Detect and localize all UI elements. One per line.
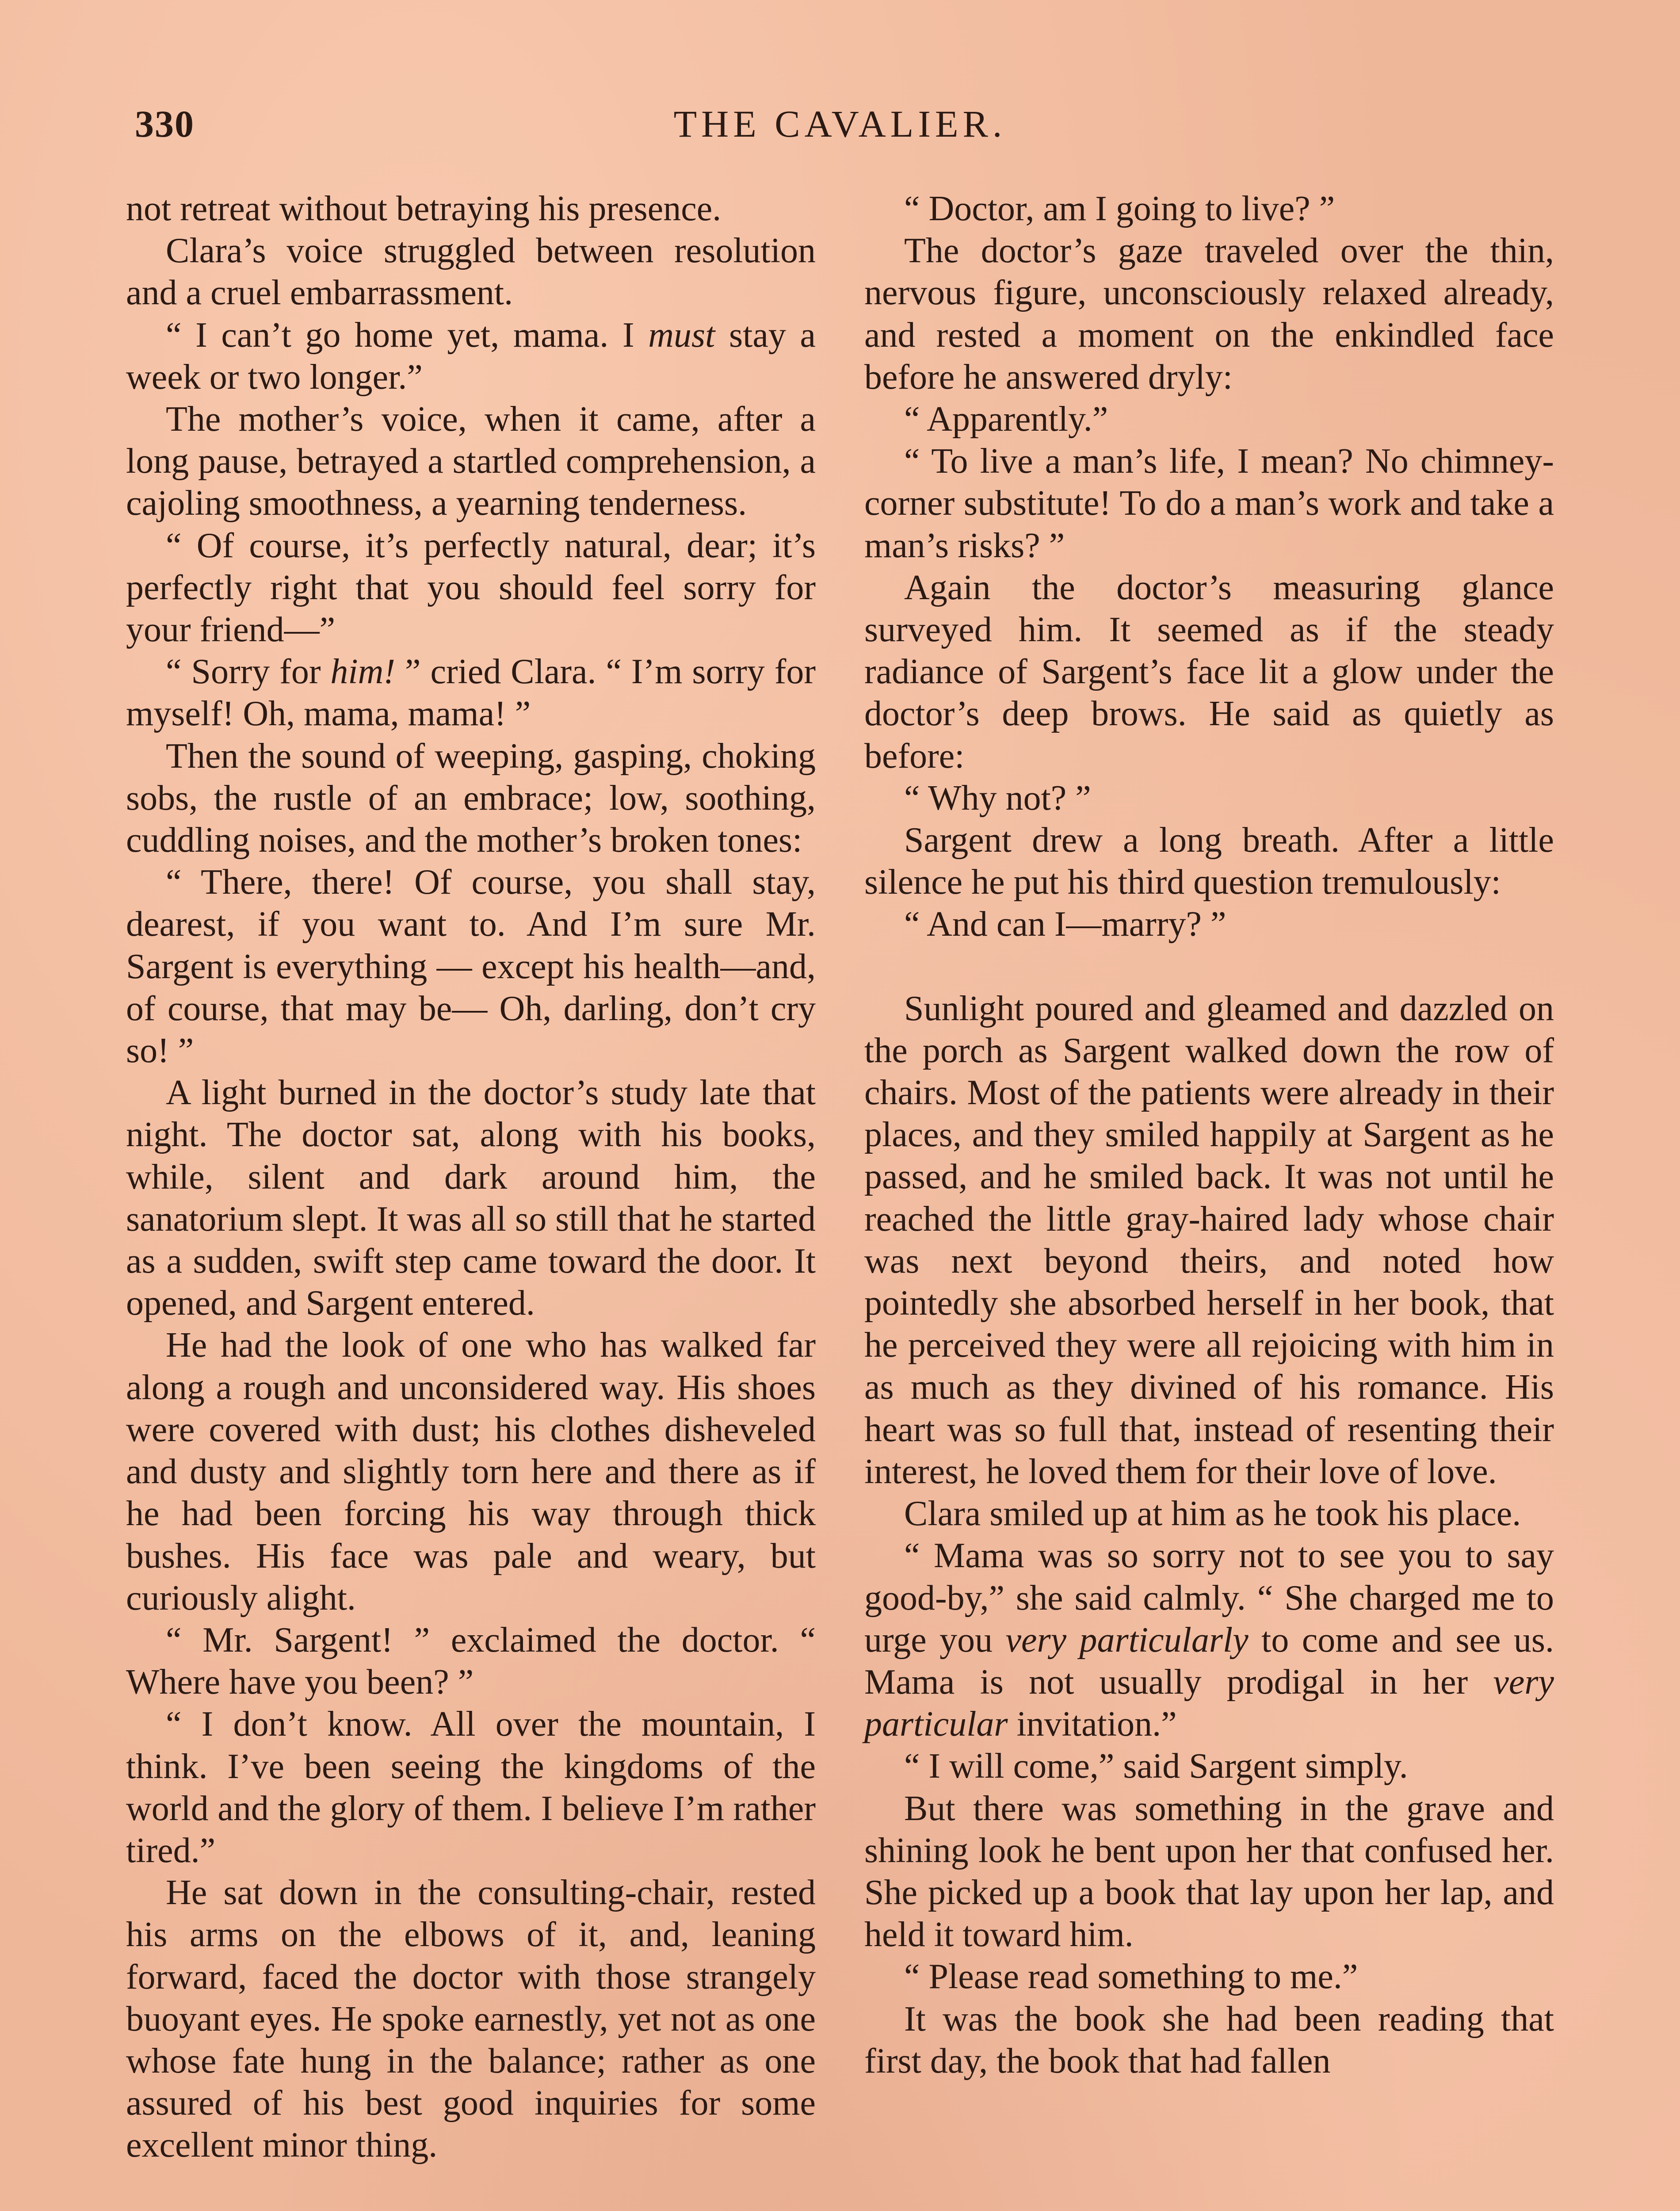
paragraph: Clara smiled up at him as he took his place. (904, 1494, 1521, 1534)
paragraph: “ Of course, it’s perfectly natural, dear; it’s perfectly right that you should feel sorry for your friend—” (126, 526, 816, 650)
paragraph: “ I will come,” said Sargent simply. (904, 1747, 1408, 1786)
paragraph: “ Doctor, am I going to live? ” (904, 189, 1335, 228)
page-number: 330 (135, 103, 195, 145)
paragraph: Clara’s voice struggled between resolution and a cruel embarrassment. (126, 231, 816, 313)
running-title: THE CAVALIER. (673, 103, 1007, 145)
paragraph: “ To live a man’s life, I mean? No chimney-corner substitute! To do a man’s work and take a man’s risks? ” (864, 442, 1554, 565)
paragraph: It was the book she had been reading that first day, the book that had fallen (864, 1999, 1554, 2081)
paragraph: “ And can I—marry? ” (904, 905, 1226, 944)
paragraph: “ Why not? ” (904, 778, 1091, 818)
paragraph: “ Sorry for him! ” cried Clara. “ I’m sorry for myself! Oh, mama, mama! ” (126, 652, 816, 734)
paragraph: A light burned in the doctor’s study late that night. The doctor sat, along with his books, while, silent and dark around him, the sanatorium slept. It was all so still that he started as a sudden, swift step came toward the door. It opened, and Sargent entered. (126, 1073, 816, 1323)
paragraph: “ Mama was so sorry not to see you to say good-by,” she said calmly. “ She charged me to urge you very particularly to come and see us. Mama is not usually prodigal in her very particular invitation.” (864, 1536, 1554, 1744)
paragraph: “ There, there! Of course, you shall stay, dearest, if you want to. And I’m sure Mr. Sargent is everything — except his health—and, of course, that may be— Oh, darling, don’t cry so! ” (126, 863, 816, 1071)
paragraph: “ Apparently.” (904, 400, 1108, 439)
paragraph: Again the doctor’s measuring glance surveyed him. It seemed as if the steady radiance of Sargent’s face lit a glow under the doctor’s deep brows. He said as quietly as before: (864, 568, 1554, 776)
paragraph: He sat down in the consulting-chair, rested his arms on the elbows of it, and, leaning forward, faced the doctor with those strangely buoyant eyes. He spoke earnestly, yet not as one whose fate hung in the balance; rather as one assured of his best good inquiries for some excellent minor thing. (126, 1873, 816, 2165)
right-text-column (864, 188, 1554, 2082)
paragraph: Then the sound of weeping, gasping, choking sobs, the rustle of an embrace; low, soothing, cuddling noises, and the mother’s broken tones: (126, 736, 816, 860)
paragraph: The mother’s voice, when it came, after a long pause, betrayed a startled comprehension, a cajoling smoothness, a yearning tenderness. (126, 400, 816, 523)
paragraph: “ Mr. Sargent! ” exclaimed the doctor. “ Where have you been? ” (126, 1620, 816, 1702)
paragraph: Sunlight poured and gleamed and dazzled on the porch as Sargent walked down the row of chairs. Most of the patients were already in their places, and they smiled happily at Sargent as he passed, and he smiled back. It was not until he reached the little gray-haired lady whose chair was next beyond theirs, and noted how pointedly she absorbed herself in her book, that he perceived they were all rejoicing with him in as much as they divined of his romance. His heart was so full that, instead of resenting their interest, he loved them for their love of love. (864, 989, 1554, 1491)
paragraph: not retreat without betraying his presence. (126, 189, 722, 228)
left-text-column (126, 188, 816, 2167)
paragraph: Sargent drew a long breath. After a little silence he put his third question tremulously: (864, 821, 1554, 902)
paragraph: The doctor’s gaze traveled over the thin, nervous figure, unconsciously relaxed already, and rested a moment on the enkindled face before he answered dryly: (864, 231, 1554, 397)
paragraph: But there was something in the grave and shining look he bent upon her that confused her. She picked up a book that lay upon her lap, and held it toward him. (864, 1789, 1554, 1955)
paragraph: “ I don’t know. All over the mountain, I think. I’ve been seeing the kingdoms of the world and the glory of them. I believe I’m rather tired.” (126, 1705, 816, 1870)
paragraph: “ I can’t go home yet, mama. I must stay a week or two longer.” (126, 315, 816, 397)
paragraph: “ Please read something to me.” (904, 1957, 1358, 1997)
page-header (115, 95, 1565, 153)
paragraph: He had the look of one who has walked far along a rough and unconsidered way. His shoes were covered with dust; his clothes disheveled and dusty and slightly torn here and there as if he had been forcing his way through thick bushes. His face was pale and weary, but curiously alight. (126, 1326, 816, 1618)
